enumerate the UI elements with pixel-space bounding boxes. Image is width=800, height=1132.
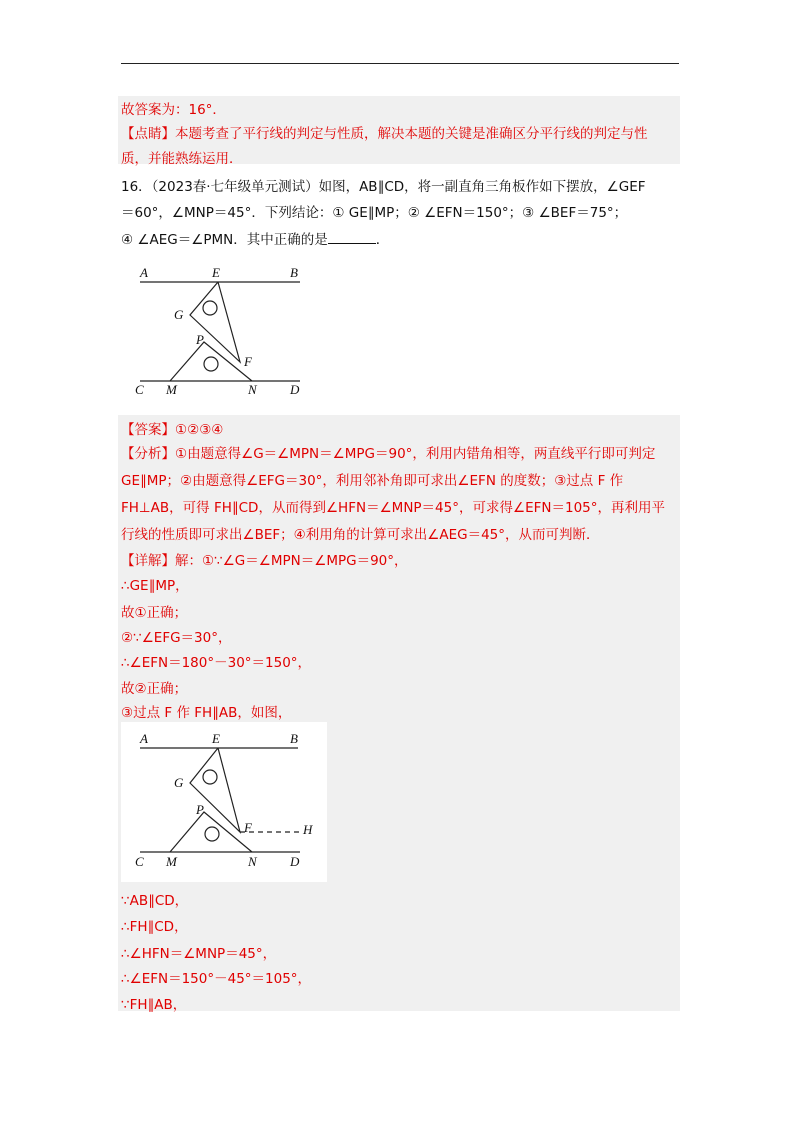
detail-tag: 【详解】 (121, 553, 175, 569)
analysis-line-1 (121, 442, 655, 462)
step-line-3: ∴∠HFN＝∠MNP＝45°， (121, 946, 277, 962)
comment-line-1 (121, 122, 648, 142)
detail-text-1: 解：①∵∠G＝∠MPN＝∠MPG＝90°， (175, 553, 408, 569)
step-line-5: ∵FH∥AB， (121, 997, 187, 1013)
analysis-line-3: FH⊥AB，可得 FH∥CD，从而得到∠HFN＝∠MNP＝45°，可求得∠EFN＝105°，再利用平 (121, 500, 666, 516)
label-F: F (244, 820, 252, 835)
comment-tag: 【点睛】 (121, 126, 175, 142)
label-N: N (248, 382, 257, 397)
detail-line-7: ③过点 F 作 FH∥AB，如图， (121, 705, 292, 721)
detail-line-1 (121, 549, 408, 569)
label-A: A (140, 731, 148, 746)
label-D: D (290, 382, 300, 397)
label-D: D (290, 854, 300, 869)
answer-row (121, 418, 223, 438)
answer-blank (328, 231, 376, 244)
step-line-2: ∴FH∥CD， (121, 919, 188, 935)
detail-line-2: ∴GE∥MP， (121, 578, 189, 594)
label-E: E (212, 731, 220, 746)
label-B: B (290, 265, 298, 280)
step-line-4: ∴∠EFN＝150°－45°＝105°， (121, 971, 312, 987)
label-M: M (166, 382, 177, 397)
analysis-line-4: 行线的性质即可求出∠BEF；④利用角的计算可求出∠AEG＝45°，从而可判断． (121, 527, 600, 543)
label-N: N (248, 854, 257, 869)
label-C: C (135, 382, 144, 397)
label-G: G (174, 775, 184, 790)
label-F: F (244, 354, 252, 369)
analysis-tag: 【分析】 (121, 446, 175, 462)
answer-value: ①②③④ (175, 422, 224, 438)
header-rule (121, 63, 679, 64)
detail-line-5: ∴∠EFN＝180°－30°＝150°， (121, 655, 312, 671)
geometry-figure-2 (130, 728, 325, 873)
label-B: B (290, 731, 298, 746)
label-A: A (140, 265, 148, 280)
geometry-figure-1 (130, 262, 310, 402)
label-P: P (196, 802, 204, 817)
comment-line-2: 质，并能熟练运用． (121, 151, 243, 167)
analysis-line-2: GE∥MP；②由题意得∠EFG＝30°，利用邻补角即可求出∠EFN 的度数；③过点 F 作 (121, 473, 624, 489)
label-P: P (196, 332, 204, 347)
comment-text-1: 本题考查了平行线的判定与性质，解决本题的关键是准确区分平行线的判定与性 (175, 126, 648, 142)
label-H: H (303, 822, 313, 837)
question-line-1: 16．（2023春·七年级单元测试）如图，AB∥CD，将一副直角三角板作如下摆放，∠GEF (121, 179, 646, 195)
question-line-2: ＝60°，∠MNP＝45°．下列结论：① GE∥MP；② ∠EFN＝150°；③ ∠BEF＝75°； (121, 205, 628, 221)
label-G: G (174, 307, 184, 322)
detail-line-6: 故②正确； (121, 681, 188, 697)
analysis-text-1: ①由题意得∠G＝∠MPN＝∠MPG＝90°，利用内错角相等，两直线平行即可判定 (175, 446, 656, 462)
question-text-3: ④ ∠AEG＝∠PMN．其中正确的是 (121, 232, 328, 248)
detail-line-3: 故①正确； (121, 605, 188, 621)
question-line-3 (121, 228, 389, 248)
step-line-1: ∵AB∥CD， (121, 893, 189, 909)
answer-tag: 【答案】 (121, 422, 175, 438)
label-C: C (135, 854, 144, 869)
answer-line: 故答案为：16°． (121, 102, 226, 118)
question-end: ． (375, 232, 390, 248)
detail-line-4: ②∵∠EFG＝30°， (121, 630, 232, 646)
label-E: E (212, 265, 220, 280)
label-M: M (166, 854, 177, 869)
